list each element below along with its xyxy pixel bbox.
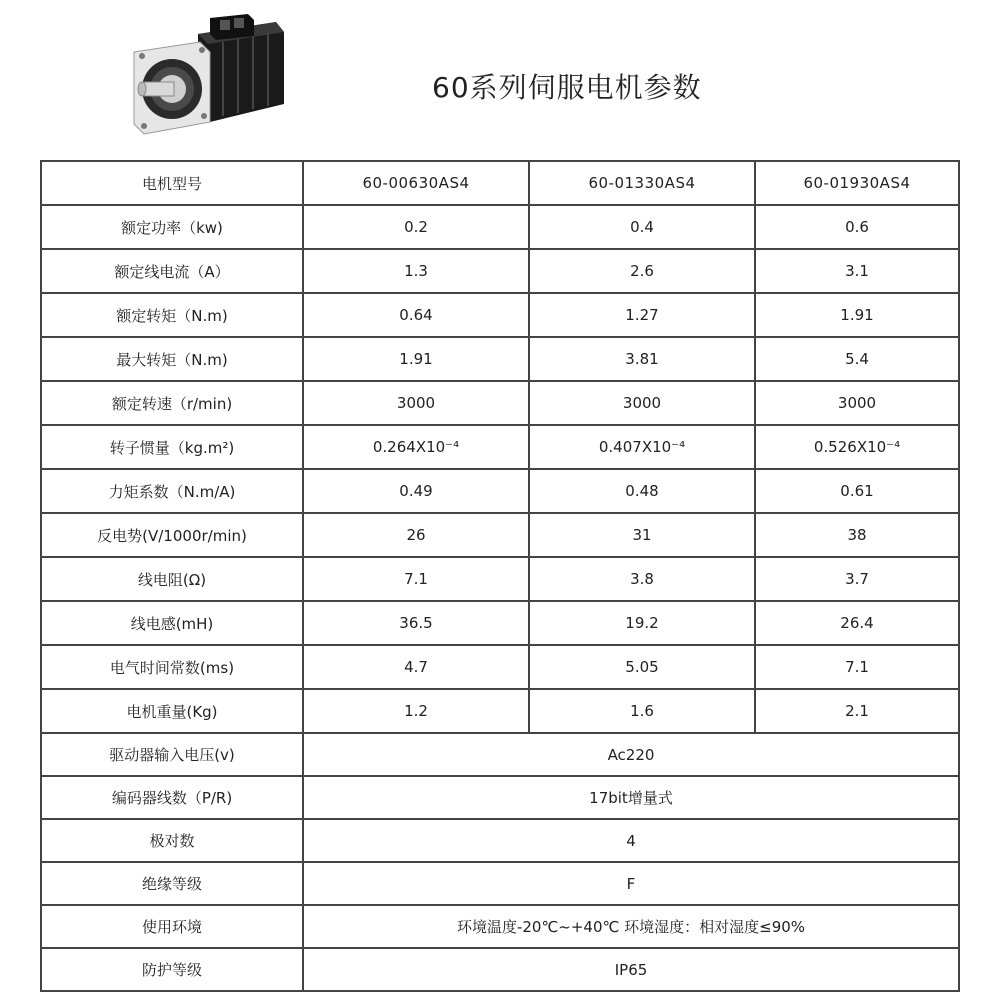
table-row xyxy=(41,293,959,337)
row-label: 力矩系数（N.m/A) xyxy=(41,469,303,513)
row-label: 线电感(mH) xyxy=(41,601,303,645)
table-row xyxy=(41,469,959,513)
value-cell: 0.49 xyxy=(303,469,529,513)
value-cell: 1.91 xyxy=(303,337,529,381)
table-row xyxy=(41,557,959,601)
value-cell: 0.2 xyxy=(303,205,529,249)
table-row xyxy=(41,205,959,249)
shared-value-cell: 环境温度-20℃~+40℃ 环境湿度：相对湿度≤90% xyxy=(303,905,959,948)
shared-value-cell: F xyxy=(303,862,959,905)
value-cell: 2.6 xyxy=(529,249,755,293)
table-row xyxy=(41,862,959,905)
table-row xyxy=(41,513,959,557)
value-cell: 1.3 xyxy=(303,249,529,293)
table-row xyxy=(41,249,959,293)
row-label: 额定转速（r/min) xyxy=(41,381,303,425)
value-cell: 1.27 xyxy=(529,293,755,337)
row-label: 防护等级 xyxy=(41,948,303,991)
table-row xyxy=(41,948,959,991)
header-label: 电机型号 xyxy=(41,161,303,205)
model-cell: 60-01330AS4 xyxy=(529,161,755,205)
value-cell: 36.5 xyxy=(303,601,529,645)
row-label: 电机重量(Kg) xyxy=(41,689,303,733)
table-row xyxy=(41,601,959,645)
value-cell: 31 xyxy=(529,513,755,557)
value-cell: 38 xyxy=(755,513,959,557)
row-label: 额定转矩（N.m) xyxy=(41,293,303,337)
value-cell: 5.05 xyxy=(529,645,755,689)
value-cell: 3.7 xyxy=(755,557,959,601)
value-cell: 0.407X10⁻⁴ xyxy=(529,425,755,469)
table-row xyxy=(41,819,959,862)
table-row xyxy=(41,905,959,948)
table-row xyxy=(41,337,959,381)
table-row xyxy=(41,645,959,689)
value-cell: 26 xyxy=(303,513,529,557)
value-cell: 7.1 xyxy=(755,645,959,689)
row-label: 额定线电流（A） xyxy=(41,249,303,293)
row-label: 额定功率（kw) xyxy=(41,205,303,249)
row-label: 最大转矩（N.m) xyxy=(41,337,303,381)
row-label: 使用环境 xyxy=(41,905,303,948)
value-cell: 3.1 xyxy=(755,249,959,293)
table-row xyxy=(41,733,959,776)
row-label: 驱动器输入电压(v) xyxy=(41,733,303,776)
model-cell: 60-00630AS4 xyxy=(303,161,529,205)
spec-table xyxy=(40,160,960,992)
value-cell: 3000 xyxy=(755,381,959,425)
row-label: 绝缘等级 xyxy=(41,862,303,905)
row-label: 极对数 xyxy=(41,819,303,862)
shared-value-cell: Ac220 xyxy=(303,733,959,776)
value-cell: 7.1 xyxy=(303,557,529,601)
value-cell: 1.91 xyxy=(755,293,959,337)
value-cell: 0.4 xyxy=(529,205,755,249)
value-cell: 0.264X10⁻⁴ xyxy=(303,425,529,469)
table-row xyxy=(41,689,959,733)
row-label: 线电阻(Ω) xyxy=(41,557,303,601)
value-cell: 3000 xyxy=(303,381,529,425)
value-cell: 3.8 xyxy=(529,557,755,601)
value-cell: 19.2 xyxy=(529,601,755,645)
value-cell: 26.4 xyxy=(755,601,959,645)
value-cell: 0.48 xyxy=(529,469,755,513)
value-cell: 2.1 xyxy=(755,689,959,733)
value-cell: 5.4 xyxy=(755,337,959,381)
value-cell: 1.6 xyxy=(529,689,755,733)
value-cell: 0.64 xyxy=(303,293,529,337)
shared-value-cell: 4 xyxy=(303,819,959,862)
value-cell: 3000 xyxy=(529,381,755,425)
table-row xyxy=(41,425,959,469)
header-row xyxy=(41,161,959,205)
table-row xyxy=(41,381,959,425)
value-cell: 0.526X10⁻⁴ xyxy=(755,425,959,469)
page-title: 60系列伺服电机参数 xyxy=(432,71,702,104)
row-label: 反电势(V/1000r/min) xyxy=(41,513,303,557)
row-label: 转子惯量（kg.m²) xyxy=(41,425,303,469)
value-cell: 0.61 xyxy=(755,469,959,513)
shared-value-cell: IP65 xyxy=(303,948,959,991)
shared-value-cell: 17bit增量式 xyxy=(303,776,959,819)
servo-motor-icon xyxy=(128,12,288,142)
model-cell: 60-01930AS4 xyxy=(755,161,959,205)
row-label: 编码器线数（P/R) xyxy=(41,776,303,819)
value-cell: 1.2 xyxy=(303,689,529,733)
value-cell: 3.81 xyxy=(529,337,755,381)
value-cell: 4.7 xyxy=(303,645,529,689)
value-cell: 0.6 xyxy=(755,205,959,249)
row-label: 电气时间常数(ms) xyxy=(41,645,303,689)
table-row xyxy=(41,776,959,819)
